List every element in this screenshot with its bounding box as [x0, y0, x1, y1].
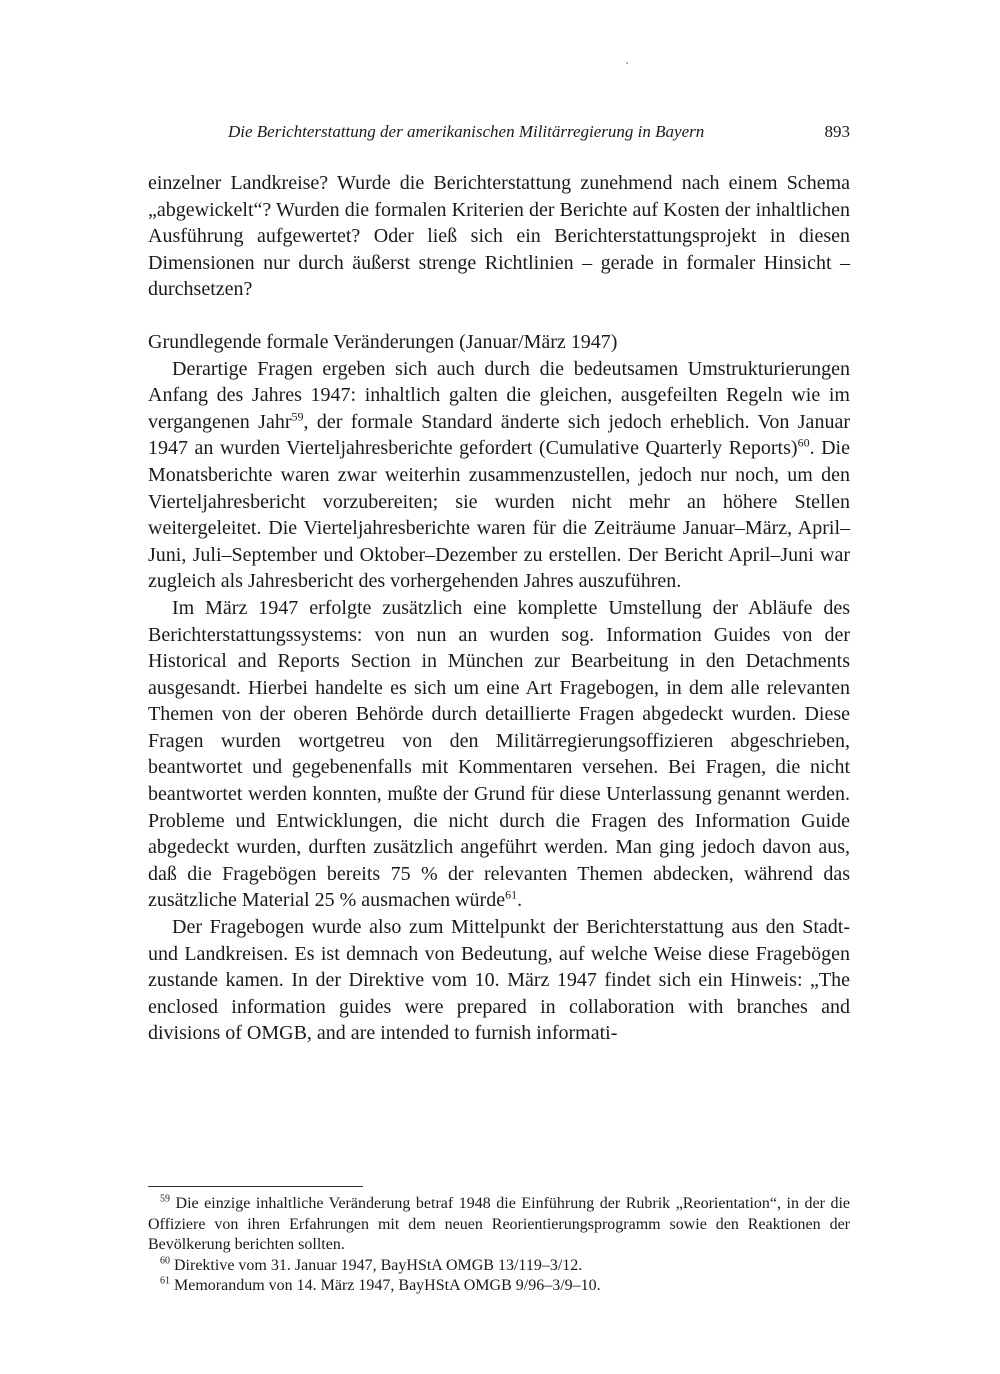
running-header	[148, 122, 850, 148]
footnote-number: 59	[160, 1193, 170, 1205]
paragraph-information-guides	[148, 595, 850, 914]
footnote-ref-59: 59	[291, 409, 304, 424]
footnote-divider	[148, 1186, 363, 1187]
paragraph-text: .	[517, 889, 523, 912]
footnote-text: Direktive vom 31. Januar 1947, BayHStA OMGB 13/119–3/12.	[174, 1256, 583, 1274]
paragraph-text: Im März 1947 erfolgte zusätzlich eine komplette Umstellung der Abläufe des Berichterstattungssystems: von nun an wurden sog. Information Guides von der Historical and Reports Section in München zur Bearbeitung in den Detachments ausgesandt. Hierbei handelte es sich um eine Art Fragebogen, in dem alle relevanten Themen von der oberen Behörde durch detaillierte Fragen abgedeckt wurden. Diese Fragen wurden wortgetreu von den Militärregierungsoffizieren abgeschrieben, beantwortet und gegebenenfalls mit Kommentaren versehen. Bei Fragen, die nicht beantwortet werden konnten, mußte der Grund für diese Unterlassung genannt werden. Probleme und Entwicklungen, die nicht durch die Fragen des Information Guide abgedeckt wurden, durften zusätzlich angeführt werden. Man ging jedoch davon aus, daß die Fragebögen bereits 75 % der relevanten Themen abdecken, während das zusätzliche Material 25 % ausmachen würde	[148, 596, 850, 912]
paragraph-questionnaire: Der Fragebogen wurde also zum Mittelpunkt der Berichterstattung aus den Stadt- und Landkreisen. Es ist demnach von Bedeutung, auf welche Weise diese Fragebögen zustande kamen. In der Direktive vom 10. März 1947 findet sich ein Hinweis: „The enclosed information guides were prepared in collaboration with branches and divisions of OMGB, and are intended to furnish informati-	[148, 916, 850, 1045]
scan-speck	[626, 62, 628, 64]
footnote-ref-61: 61	[505, 887, 518, 902]
footnote-number: 60	[160, 1255, 170, 1267]
footnotes	[148, 1194, 850, 1297]
footnote-text: Memorandum von 14. März 1947, BayHStA OMGB 9/96–3/9–10.	[174, 1277, 601, 1294]
footnote-60	[148, 1256, 850, 1277]
footnote-number: 61	[160, 1275, 170, 1287]
footnote-text: Die einzige inhaltliche Veränderung betraf 1948 die Einführung der Rubrik „Reorientation“, in der die Offiziere von ihren Erfahrungen mit dem neuen Reorientierungsprogramm sowie den Reaktionen der Bevölkerung berichten sollten.	[148, 1195, 851, 1253]
section-heading: Grundlegende formale Veränderungen (Januar/März 1947)	[148, 330, 618, 353]
body-text	[148, 170, 850, 1047]
page-number: 893	[824, 122, 850, 141]
paragraph-text: . Die Monatsberichte waren zwar weiterhin zusammenzustellen, jedoch nur noch, um den Vierteljahresbericht vorzubereiten; sie wurden nicht mehr an höhere Stellen weitergeleitet. Die Vierteljahresberichte waren für die Zeiträume Januar–März, April–Juni, Juli–September und Oktober–Dezember zu erstellen. Der Bericht April–Juni war zugleich als Jahresbericht des vorhergehenden Jahres auszuführen.	[148, 437, 850, 593]
paragraph-text: , der formale Standard änderte sich jedoch erheblich. Von Januar 1947 an wurden Vierteljahresberichte gefordert (Cumulative Quarterly Reports)	[148, 410, 850, 460]
footnote-ref-60: 60	[797, 435, 810, 450]
footnote-59	[148, 1194, 850, 1256]
footnote-61	[148, 1276, 850, 1297]
running-title: Die Berichterstattung der amerikanischen Militärregierung in Bayern	[228, 122, 705, 141]
paragraph-restructuring	[148, 356, 850, 595]
paragraph-continuation: einzelner Landkreise? Wurde die Berichterstattung zunehmend nach einem Schema „abgewickelt“? Wurden die formalen Kriterien der Berichte auf Kosten der inhaltlichen Ausführung aufgewertet? Oder ließ sich ein Berichterstattungsprojekt in diesen Dimensionen nur durch äußerst strenge Richtlinien – gerade in formaler Hinsicht – durchsetzen?	[148, 172, 850, 301]
paragraph-text: Derartige Fragen ergeben sich auch durch die bedeutsamen Umstrukturierungen Anfang des Jahres 1947: inhaltlich galten die gleichen, ausgefeilten Regeln wie im vergangenen Jahr	[148, 357, 850, 433]
